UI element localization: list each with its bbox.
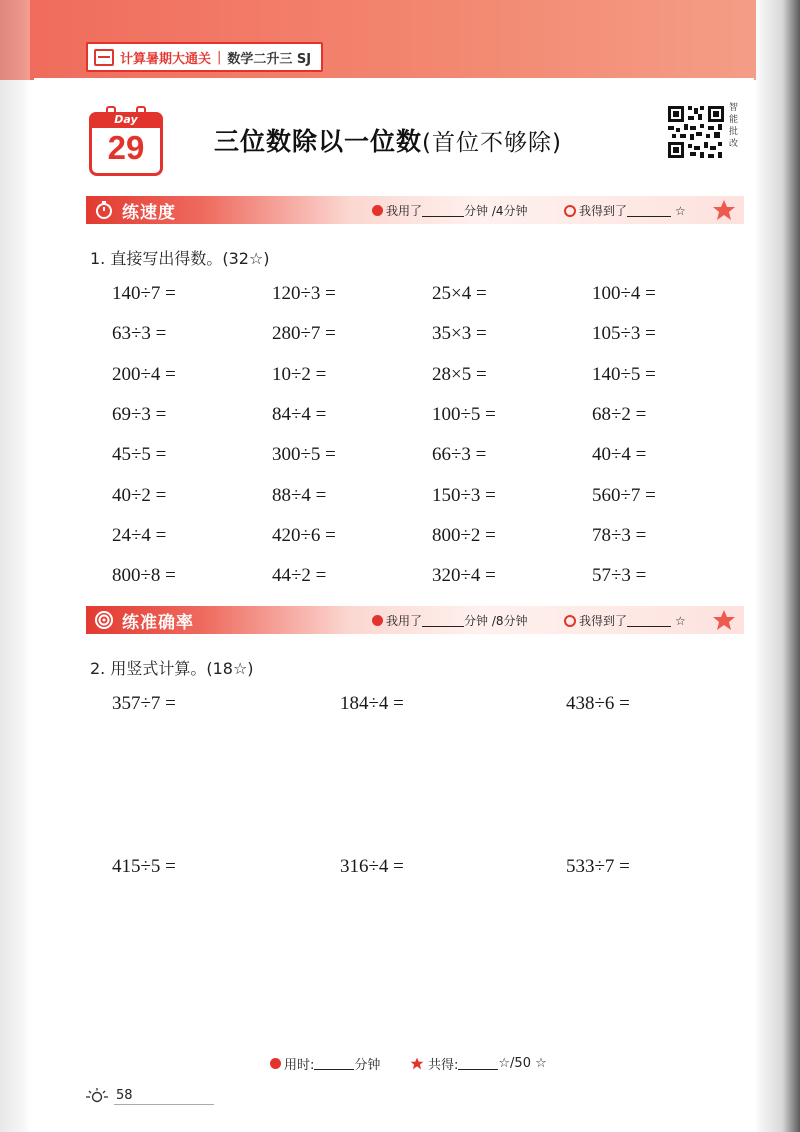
time-used-blank[interactable] bbox=[422, 614, 464, 627]
problem-item: 88÷4 = bbox=[272, 485, 327, 506]
score-total-field bbox=[410, 1054, 547, 1073]
section-title: 练准确率 bbox=[122, 612, 194, 633]
page-title bbox=[214, 122, 562, 158]
problem-item: 10÷2 = bbox=[272, 364, 327, 385]
target-icon bbox=[94, 610, 114, 630]
series-header-tag bbox=[86, 42, 323, 72]
used-prefix: 我用了 bbox=[386, 204, 423, 218]
problem-item: 105÷3 = bbox=[592, 323, 656, 344]
problem-item: 200÷4 = bbox=[112, 364, 176, 385]
time-total-blank[interactable] bbox=[314, 1057, 354, 1070]
day-number: 29 bbox=[107, 129, 145, 166]
vertical-calc-item: 316÷4 = bbox=[340, 856, 404, 877]
qr-caption: 智能批改 bbox=[729, 103, 739, 149]
vertical-calc-item: 533÷7 = bbox=[566, 856, 630, 877]
star-icon bbox=[712, 609, 736, 631]
day-label: Day bbox=[89, 112, 163, 128]
problem-item: 24÷4 = bbox=[112, 525, 167, 546]
title-sub: (首位不够除) bbox=[422, 130, 562, 156]
problem-item: 100÷5 = bbox=[432, 404, 496, 425]
problem-item: 140÷5 = bbox=[592, 364, 656, 385]
total-suffix: ☆/50 ☆ bbox=[498, 1056, 547, 1071]
used-prefix: 我用了 bbox=[386, 614, 423, 628]
day-calendar-badge bbox=[89, 112, 163, 176]
page-number-block bbox=[84, 1086, 133, 1104]
star-symbol: ☆ bbox=[675, 613, 686, 628]
page-shadow-right bbox=[756, 0, 800, 1132]
section-label bbox=[86, 196, 226, 224]
problem-item: 44÷2 = bbox=[272, 565, 327, 586]
section-bar-speed bbox=[86, 196, 744, 224]
used-suffix: 分钟 /4分钟 bbox=[464, 204, 528, 218]
section-title: 练速度 bbox=[122, 202, 176, 223]
problem-item: 28×5 = bbox=[432, 364, 487, 385]
got-prefix: 我得到了 bbox=[579, 614, 628, 628]
star-icon bbox=[712, 199, 736, 221]
check-circle-icon bbox=[564, 615, 576, 627]
time-unit: 分钟 bbox=[354, 1058, 381, 1073]
used-suffix: 分钟 /8分钟 bbox=[464, 614, 528, 628]
problem-item: 40÷4 = bbox=[592, 444, 647, 465]
problem-item: 40÷2 = bbox=[112, 485, 167, 506]
section-bar-accuracy bbox=[86, 606, 744, 634]
stars-got-blank[interactable] bbox=[627, 204, 671, 217]
total-label: 共得: bbox=[428, 1058, 459, 1073]
problem-item: 63÷3 = bbox=[112, 323, 167, 344]
problem-item: 100÷4 = bbox=[592, 283, 656, 304]
worksheet-page bbox=[34, 78, 754, 1132]
problem-item: 69÷3 = bbox=[112, 404, 167, 425]
footer-summary bbox=[0, 1054, 800, 1078]
problem-item: 320÷4 = bbox=[432, 565, 496, 586]
vertical-calc-item: 184÷4 = bbox=[340, 693, 404, 714]
section-label bbox=[86, 606, 244, 634]
time-label: 用时: bbox=[284, 1058, 315, 1073]
problem-item: 84÷4 = bbox=[272, 404, 327, 425]
problem-item: 68÷2 = bbox=[592, 404, 647, 425]
problem-item: 800÷8 = bbox=[112, 565, 176, 586]
problem-item: 78÷3 = bbox=[592, 525, 647, 546]
problem-item: 140÷7 = bbox=[112, 283, 176, 304]
stars-got-field bbox=[564, 202, 686, 219]
alarm-clock-icon bbox=[270, 1058, 281, 1069]
title-main: 三位数除以一位数 bbox=[214, 127, 423, 156]
problem-item: 35×3 = bbox=[432, 323, 487, 344]
time-used-field bbox=[372, 202, 528, 219]
check-circle-icon bbox=[564, 205, 576, 217]
vertical-calc-item: 357÷7 = bbox=[112, 693, 176, 714]
stopwatch-icon bbox=[94, 200, 114, 220]
problem-item: 57÷3 = bbox=[592, 565, 647, 586]
problem-item: 560÷7 = bbox=[592, 485, 656, 506]
question-1-title: 1. 直接写出得数。(32☆) bbox=[90, 249, 270, 268]
problem-item: 120÷3 = bbox=[272, 283, 336, 304]
subject-name: 数学二升三 SJ bbox=[227, 51, 312, 67]
problem-item: 66÷3 = bbox=[432, 444, 487, 465]
book-icon bbox=[94, 49, 114, 66]
problem-item: 300÷5 = bbox=[272, 444, 336, 465]
sun-icon bbox=[84, 1086, 110, 1104]
vertical-calc-item: 438÷6 = bbox=[566, 693, 630, 714]
problem-item: 150÷3 = bbox=[432, 485, 496, 506]
problem-item: 800÷2 = bbox=[432, 525, 496, 546]
star-symbol: ☆ bbox=[675, 203, 686, 218]
qr-code-icon[interactable] bbox=[666, 104, 726, 160]
question-2-title: 2. 用竖式计算。(18☆) bbox=[90, 659, 254, 678]
problem-item: 420÷6 = bbox=[272, 525, 336, 546]
page-number: 58 bbox=[116, 1087, 133, 1103]
stars-got-field bbox=[564, 612, 686, 629]
problem-item: 45÷5 = bbox=[112, 444, 167, 465]
clock-icon bbox=[372, 615, 383, 626]
clock-icon bbox=[372, 205, 383, 216]
time-used-blank[interactable] bbox=[422, 204, 464, 217]
time-total-field bbox=[270, 1054, 380, 1073]
vertical-calc-item: 415÷5 = bbox=[112, 856, 176, 877]
got-prefix: 我得到了 bbox=[579, 204, 628, 218]
problem-item: 25×4 = bbox=[432, 283, 487, 304]
page-shadow-left bbox=[0, 0, 30, 1132]
star-icon bbox=[410, 1057, 424, 1070]
page-number-rule bbox=[114, 1104, 214, 1105]
header-separator: | bbox=[217, 49, 222, 65]
problem-item: 280÷7 = bbox=[272, 323, 336, 344]
stars-got-blank[interactable] bbox=[627, 614, 671, 627]
score-total-blank[interactable] bbox=[458, 1057, 498, 1070]
series-name: 计算暑期大通关 bbox=[120, 51, 212, 67]
time-used-field bbox=[372, 612, 528, 629]
